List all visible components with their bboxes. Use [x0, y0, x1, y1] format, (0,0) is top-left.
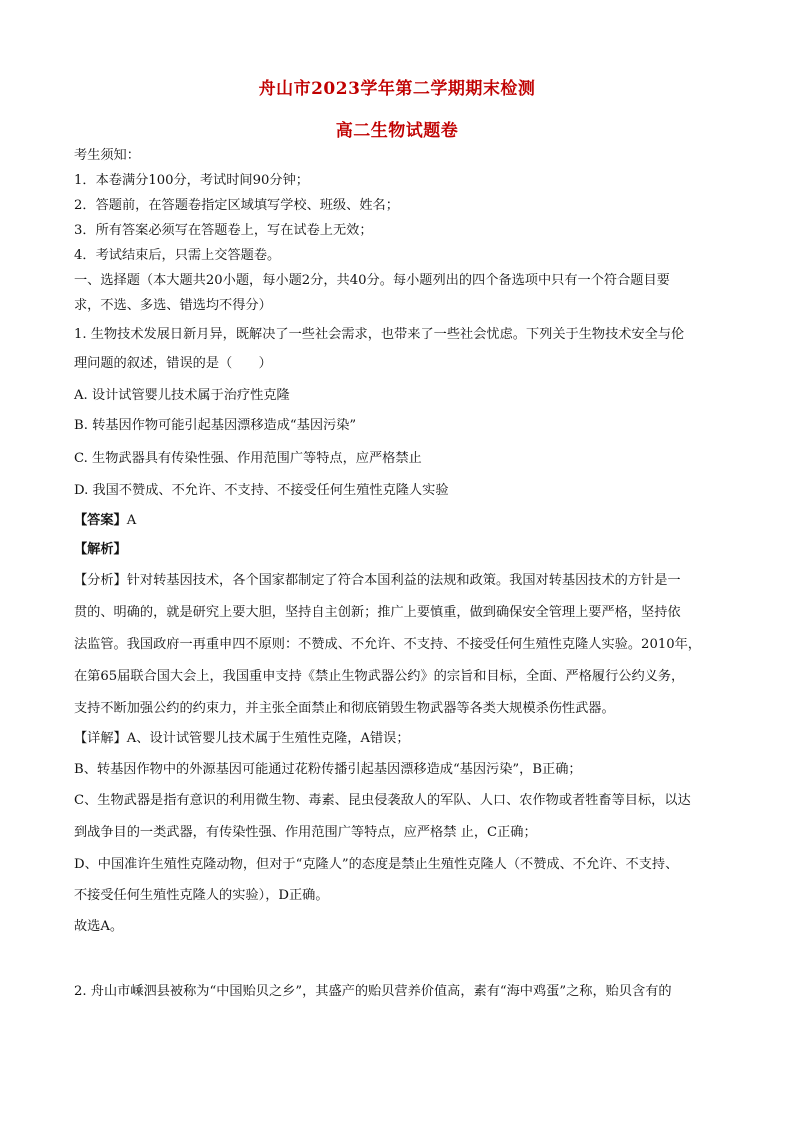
detail-line: 到战争目的一类武器，有传染性强、作用范围广等特点，应严格禁 止，C正确；	[74, 825, 537, 840]
notice-item: 4．考试结束后，只需上交答题卷。	[74, 248, 281, 263]
exam-subtitle: 高二生物试题卷	[335, 121, 459, 141]
section-heading-line: 一、选择题（本大题共20小题，每小题2分，共40分。每小题列出的四个备选项中只有一个符合题目要	[74, 273, 670, 288]
option-d: D. 我国不赞成、不允许、不支持、不接受任何生殖性克隆人实验	[74, 483, 449, 498]
notice-item: 1．本卷满分100分，考试时间90分钟；	[74, 173, 309, 188]
section-heading-line: 求，不选、多选、错选均不得分）	[74, 298, 272, 313]
answer-value: A	[126, 513, 137, 528]
notice-item: 2．答题前，在答题卷指定区域填写学校、班级、姓名；	[74, 198, 399, 213]
detail-line: 【详解】A、设计试管婴儿技术属于生殖性克隆，A错误；	[74, 731, 410, 746]
analysis-line: 在第65届联合国大会上，我国重申支持《禁止生物武器公约》的宗旨和目标，全面、严格履行公约义务，	[74, 669, 685, 684]
analysis-line: 法监管。我国政府一再重申四不原则：不赞成、不允许、不支持、不接受任何生殖性克隆人实验。2010年，	[74, 637, 701, 652]
notice-item: 3．所有答案必须写在答题卷上，写在试卷上无效；	[74, 223, 373, 238]
answer-label: 【答案】	[74, 513, 127, 528]
analysis-line: 贯的、明确的，就是研究上要大胆，坚持自主创新；推广上要慎重，做到确保安全管理上要严格，坚持依	[74, 605, 681, 620]
detail-line: C、生物武器是指有意识的利用微生物、毒素、昆虫侵袭敌人的军队、人口、农作物或者牲畜等目标，以达	[74, 793, 691, 808]
notice-heading: 考生须知：	[74, 148, 140, 163]
exam-title: 舟山市2023学年第二学期期末检测	[258, 79, 536, 99]
question-stem-line: 理问题的叙述，错误的是（ ）	[74, 356, 272, 371]
option-c: C. 生物武器具有传染性强、作用范围广等特点，应严格禁止	[74, 451, 422, 466]
option-b: B. 转基因作物可能引起基因漂移造成“基因污染”	[74, 418, 357, 433]
option-a: A. 设计试管婴儿技术属于治疗性克隆	[74, 388, 290, 403]
analysis-line: 支持不断加强公约的约束力，并主张全面禁止和彻底销毁生物武器等各类大规模杀伤性武器。	[74, 701, 615, 716]
analysis-line: 【分析】针对转基因技术，各个国家都制定了符合本国利益的法规和政策。我国对转基因技术的方针是一	[74, 573, 681, 588]
detail-line: D、中国准许生殖性克隆动物，但对于“克隆人”的态度是禁止生殖性克隆人（不赞成、不允许、不支持、	[74, 857, 679, 872]
detail-line: 不接受任何生殖性克隆人的实验），D正确。	[74, 888, 329, 903]
detail-line: B、转基因作物中的外源基因可能通过花粉传播引起基因漂移造成“基因污染”，B正确；	[74, 762, 582, 777]
question-stem-line: 1. 生物技术发展日新月异，既解决了一些社会需求，也带来了一些社会忧虑。下列关于生物技术安全与伦	[74, 327, 685, 342]
analysis-label: 【解析】	[74, 542, 127, 557]
conclusion-line: 故选A。	[74, 919, 124, 934]
question2-stem-line: 2. 舟山市嵊泗县被称为“中国贻贝之乡”，其盛产的贻贝营养价值高，素有“海中鸡蛋”之称，贻贝含有的	[74, 984, 672, 999]
answer-line	[74, 511, 724, 531]
